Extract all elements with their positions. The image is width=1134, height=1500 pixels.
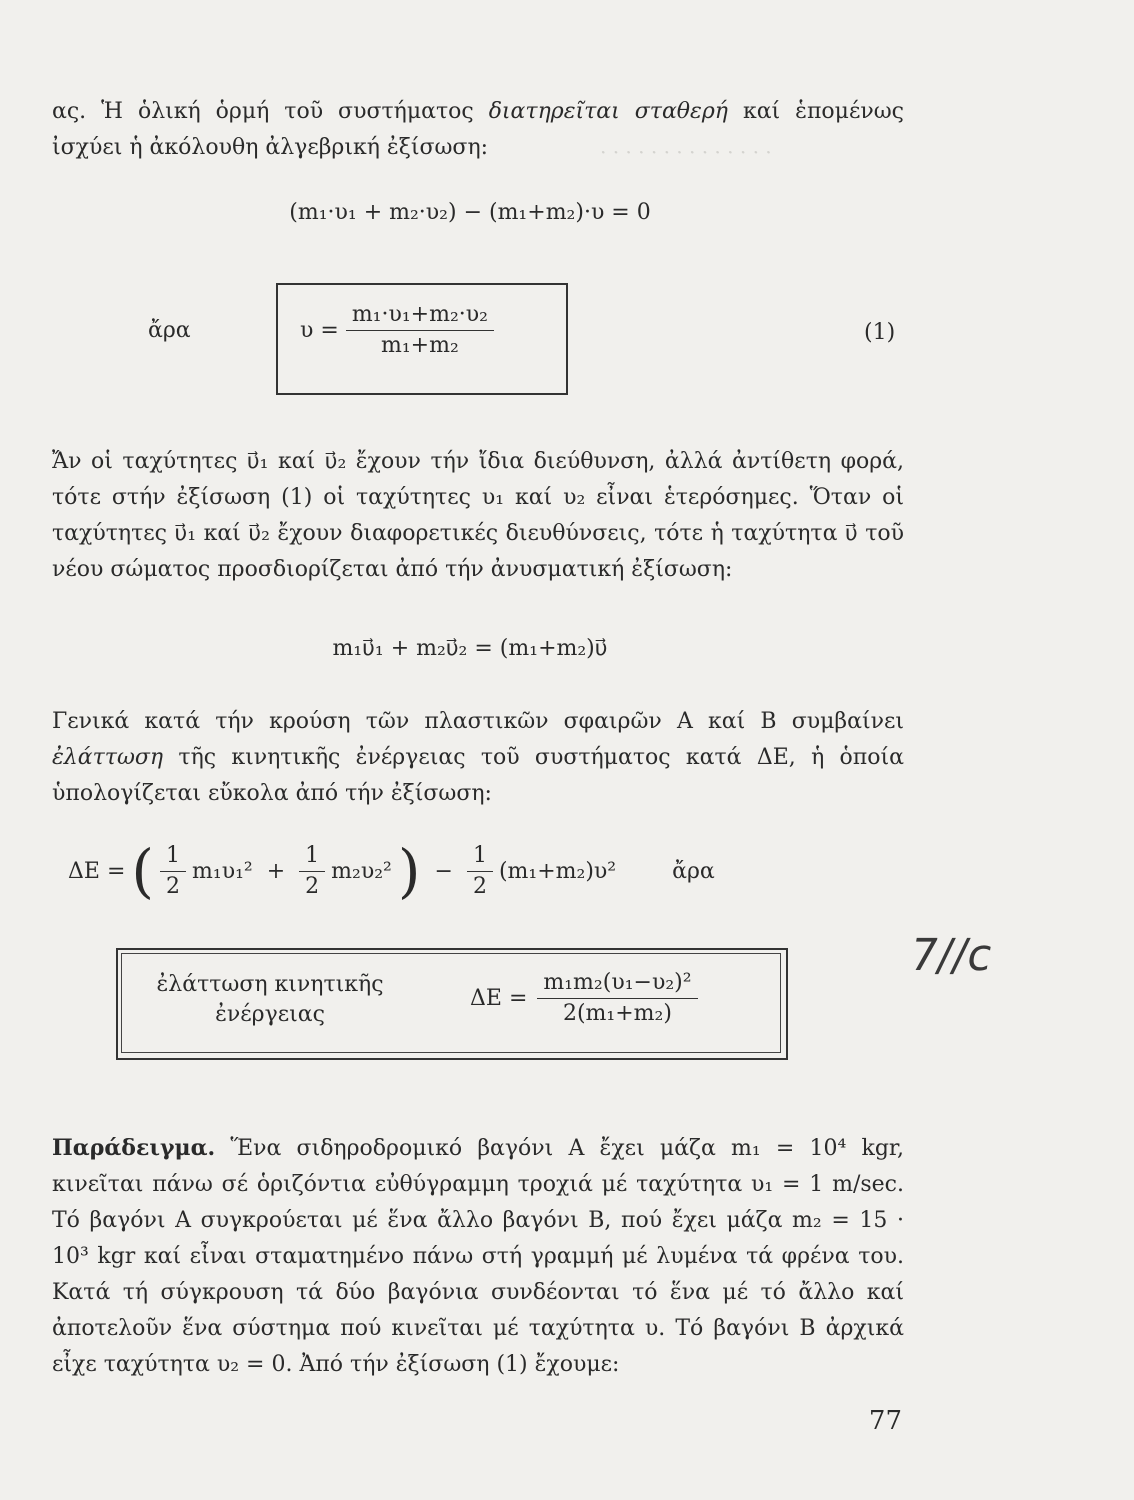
paren-close: )	[397, 837, 421, 905]
equation-2-lhs: υ =	[300, 318, 339, 343]
equation-5	[470, 970, 698, 1027]
equation-4-term3: (m₁+m₂)υ²	[498, 858, 617, 884]
equation-4-lhs: ΔΕ =	[68, 858, 126, 884]
paragraph-3	[52, 704, 904, 812]
paragraph-3-text-b: τῆς κινητικῆς ἐνέργειας τοῦ συστήματος κατά ΔΕ, ἡ ὁποία ὑπολογίζεται εὔκολα ἀπό τήν ἐξίσωση:	[52, 745, 904, 806]
equation-5-label-line1: ἐλάττωση κινητικῆς	[156, 972, 384, 997]
paragraph-1-italic: διατηρεῖται σταθερή	[488, 99, 728, 124]
equation-2-prefix: ἄρα	[148, 318, 191, 343]
example-title: Παράδειγμα.	[52, 1135, 216, 1161]
half-3-den: 2	[472, 873, 487, 899]
equation-2	[300, 302, 494, 359]
equation-5-fraction	[537, 970, 697, 1027]
half-2	[299, 843, 325, 900]
equation-5-label	[140, 970, 400, 1030]
equation-5-label-line2: ἐνέργειας	[215, 1002, 325, 1027]
paragraph-3-text-a: Γενικά κατά τήν κρούση τῶν πλαστικῶν σφαιρῶν Α καί Β συμβαίνει	[52, 709, 904, 734]
half-2-den: 2	[305, 873, 320, 899]
equation-4-minus: −	[434, 858, 453, 884]
equation-4-suffix: ἄρα	[672, 858, 715, 884]
handwritten-mark: 7//c	[905, 930, 997, 981]
paragraph-2: Ἄν οἱ ταχύτητες υ⃗₁ καί υ⃗₂ ἔχουν τήν ἴδια διεύθυνση, ἀλλά ἀντίθετη φορά, τότε στήν ἐξίσωση (1) οἱ ταχύτητες υ₁ καί υ₂ εἶναι ἑτερόσημες. Ὅταν οἱ ταχύτητες υ⃗₁ καί υ⃗₂ ἔχουν διαφορετικές διευθύνσεις, τότε ἡ ταχύτητα υ⃗ τοῦ νέου σώματος προσδιορίζεται ἀπό τήν ἀνυσματική ἐξίσωση:	[52, 449, 904, 582]
half-1-den: 2	[166, 873, 181, 899]
half-2-num: 1	[299, 843, 325, 872]
equation-2-fraction	[346, 302, 494, 359]
equation-4-plus: +	[266, 858, 286, 884]
equation-4	[68, 837, 715, 905]
equation-1: (m₁·υ₁ + m₂·υ₂) − (m₁+m₂)·υ = 0	[289, 200, 651, 225]
half-3	[467, 843, 493, 900]
equation-3: m₁υ⃗₁ + m₂υ⃗₂ = (m₁+m₂)υ⃗	[332, 636, 608, 661]
equation-4-term2: m₂υ₂²	[331, 858, 392, 884]
equation-4-term1: m₁υ₁²	[192, 858, 253, 884]
paren-open: (	[131, 837, 155, 905]
half-1-num: 1	[160, 843, 186, 872]
half-1	[160, 843, 186, 900]
paragraph-3-italic: ἐλάττωση	[52, 745, 164, 770]
example-text: Ἕνα σιδηροδρομικό βαγόνι Α ἔχει μάζα m₁ = 10⁴ kgr, κινεῖται πάνω σέ ὁριζόντια εὐθύγραμμη τροχιά μέ ταχύτητα υ₁ = 1 m/sec. Τό βαγόνι Α συγκρούεται μέ ἕνα ἄλλο βαγόνι Β, πού ἔχει μάζα m₂ = 15 · 10³ kgr καί εἶναι σταματημένο πάνω στή γραμμή μέ λυμένα τά φρένα του. Κατά τή σύγκρουση τά δύο βαγόνια συνδέονται τό ἕνα μέ τό ἄλλο καί ἀποτελοῦν ἕνα σύστημα πού κινεῖται μέ ταχύτητα υ. Τό βαγόνι Β ἀρχικά εἶχε ταχύτητα υ₂ = 0. Ἀπό τήν ἐξίσωση (1) ἔχουμε:	[52, 1136, 904, 1377]
equation-5-numerator: m₁m₂(υ₁−υ₂)²	[537, 970, 697, 999]
paragraph-1-text-a: ας. Ἡ ὁλική ὁρμή τοῦ συστήματος	[52, 99, 489, 124]
equation-2-numerator: m₁·υ₁+m₂·υ₂	[346, 302, 494, 331]
bleed-through-texture: · · · · · · · · · · · · · ·	[600, 140, 772, 164]
paragraph-1-text-b: καί ἑπομένως ἰσχύει ἡ ἀκόλουθη ἀλγεβρική ἐξίσωση:	[52, 99, 904, 160]
equation-5-lhs: ΔΕ =	[470, 986, 528, 1011]
equation-2-label: (1)	[864, 320, 896, 345]
example-paragraph	[52, 1130, 904, 1383]
equation-2-denominator: m₁+m₂	[381, 333, 459, 358]
paragraph-1	[52, 94, 904, 166]
equation-5-denominator: 2(m₁+m₂)	[562, 1001, 672, 1026]
half-3-num: 1	[467, 843, 493, 872]
page-number: 77	[868, 1406, 902, 1436]
